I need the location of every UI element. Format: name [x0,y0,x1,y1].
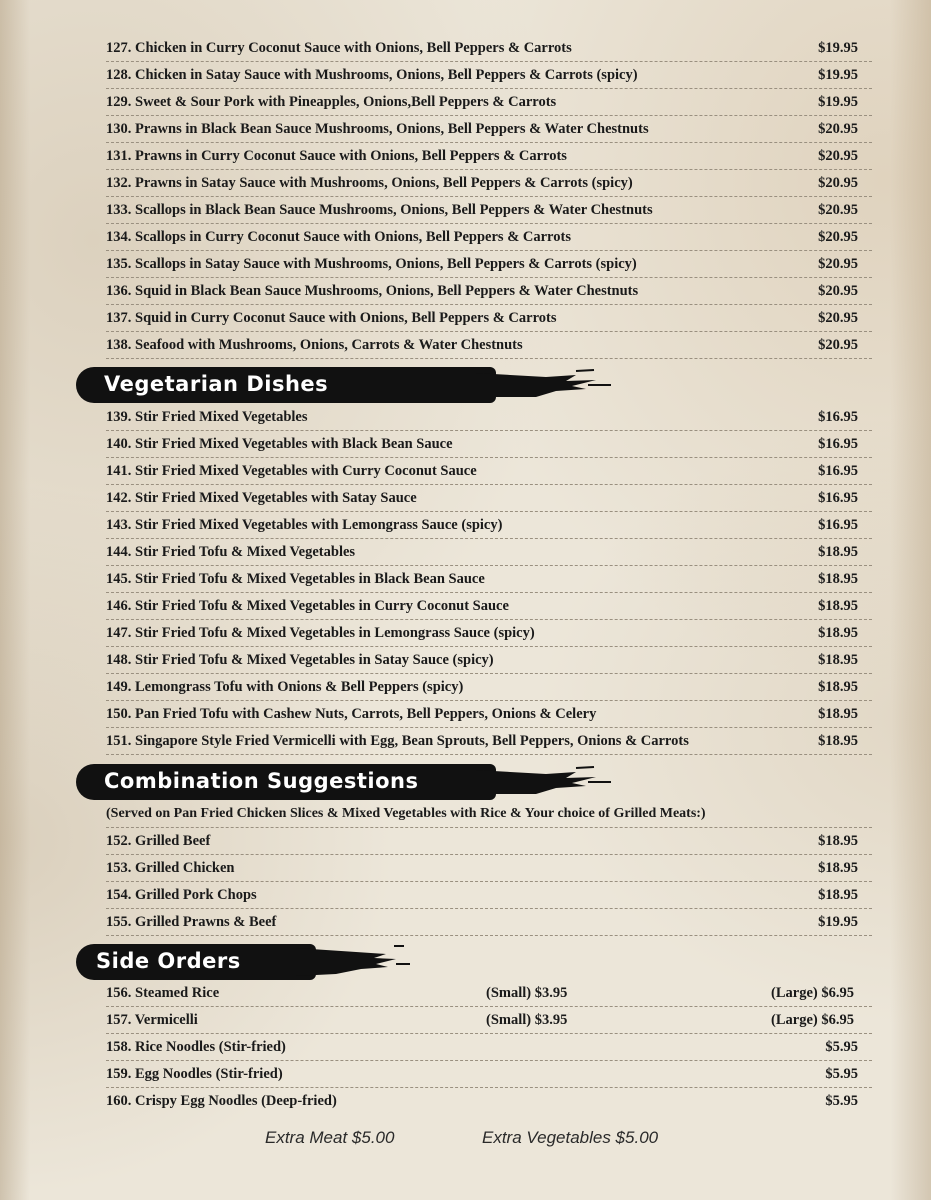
item-price: $18.95 [818,860,858,876]
item-name: 143. Stir Fried Mixed Vegetables with Lemongrass Sauce (spicy) [106,517,503,533]
item-price-small: (Small) $3.95 [486,1012,568,1028]
section-title: Vegetarian Dishes [104,372,329,396]
item-name: 152. Grilled Beef [106,833,211,849]
item-name: 148. Stir Fried Tofu & Mixed Vegetables in Satay Sauce (spicy) [106,652,494,668]
menu-item [106,882,872,909]
item-name: 153. Grilled Chicken [106,860,235,876]
item-name: 149. Lemongrass Tofu with Onions & Bell Peppers (spicy) [106,679,464,695]
item-price: $18.95 [818,679,858,695]
menu-item [106,855,872,882]
item-name: 137. Squid in Curry Coconut Sauce with Onions, Bell Peppers & Carrots [106,310,557,326]
item-name: 138. Seafood with Mushrooms, Onions, Carrots & Water Chestnuts [106,337,523,353]
item-price: $5.95 [825,1093,858,1109]
item-name: 136. Squid in Black Bean Sauce Mushrooms, Onions, Bell Peppers & Water Chestnuts [106,283,639,299]
item-name: 150. Pan Fried Tofu with Cashew Nuts, Carrots, Bell Peppers, Onions & Celery [106,706,597,722]
item-name: 129. Sweet & Sour Pork with Pineapples, Onions,Bell Peppers & Carrots [106,94,557,110]
menu-item [106,828,872,855]
section-title: Side Orders [96,949,241,973]
menu-item [106,1007,872,1034]
section-banner-vegetarian [76,367,616,403]
menu-item [106,593,872,620]
item-name: 133. Scallops in Black Bean Sauce Mushrooms, Onions, Bell Peppers & Water Chestnuts [106,202,653,218]
section-note [106,801,872,828]
extra-meat-note: Extra Meat $5.00 [265,1128,395,1147]
item-name: 147. Stir Fried Tofu & Mixed Vegetables in Lemongrass Sauce (spicy) [106,625,535,641]
item-name: 158. Rice Noodles (Stir-fried) [106,1039,286,1055]
item-price: $19.95 [818,67,858,83]
item-name: 151. Singapore Style Fried Vermicelli with Egg, Bean Sprouts, Bell Peppers, Onions & Carrots [106,733,689,749]
menu-item [106,305,872,332]
item-price: $16.95 [818,436,858,452]
item-price: $18.95 [818,625,858,641]
item-price: $16.95 [818,517,858,533]
item-price: $16.95 [818,490,858,506]
item-name: 131. Prawns in Curry Coconut Sauce with Onions, Bell Peppers & Carrots [106,148,567,164]
brush-tail-icon [296,944,416,980]
item-price: $20.95 [818,310,858,326]
item-name: 128. Chicken in Satay Sauce with Mushrooms, Onions, Bell Peppers & Carrots (spicy) [106,67,638,83]
item-name: 135. Scallops in Satay Sauce with Mushrooms, Onions, Bell Peppers & Carrots (spicy) [106,256,637,272]
menu-item [106,143,872,170]
item-name: 140. Stir Fried Mixed Vegetables with Black Bean Sauce [106,436,453,452]
item-price: $20.95 [818,121,858,137]
item-price: $18.95 [818,733,858,749]
item-price: $18.95 [818,544,858,560]
menu-item [106,116,872,143]
item-price: $18.95 [818,598,858,614]
menu-item [106,1061,872,1088]
note-text: (Served on Pan Fried Chicken Slices & Mixed Vegetables with Rice & Your choice of Grilled Meats:) [106,806,706,821]
menu-item [106,539,872,566]
item-price: $19.95 [818,40,858,56]
item-price-large: (Large) $6.95 [771,985,854,1001]
menu-item [106,909,872,936]
menu-item [106,728,872,755]
extra-vegetables-note: Extra Vegetables $5.00 [482,1128,659,1147]
menu-item [106,701,872,728]
item-price: $16.95 [818,409,858,425]
menu-item [106,62,872,89]
menu-item [106,1034,872,1061]
item-name: 159. Egg Noodles (Stir-fried) [106,1066,283,1082]
menu-item [106,980,872,1007]
menu-item [106,170,872,197]
item-price: $20.95 [818,337,858,353]
item-name: 160. Crispy Egg Noodles (Deep-fried) [106,1093,337,1109]
item-price-small: (Small) $3.95 [486,985,568,1001]
item-price: $5.95 [825,1039,858,1055]
menu-item [106,512,872,539]
menu-item [106,35,872,62]
item-name: 155. Grilled Prawns & Beef [106,914,277,930]
section-banner-combination [76,764,616,800]
item-price: $20.95 [818,202,858,218]
item-name: 127. Chicken in Curry Coconut Sauce with Onions, Bell Peppers & Carrots [106,40,572,56]
menu-item [106,251,872,278]
menu-item [106,1088,872,1115]
item-price: $18.95 [818,652,858,668]
item-price: $19.95 [818,914,858,930]
menu-item [106,485,872,512]
item-name: 142. Stir Fried Mixed Vegetables with Satay Sauce [106,490,417,506]
menu-item [106,458,872,485]
item-name: 157. Vermicelli [106,1012,198,1028]
item-name: 141. Stir Fried Mixed Vegetables with Curry Coconut Sauce [106,463,477,479]
item-price-large: (Large) $6.95 [771,1012,854,1028]
item-price: $18.95 [818,887,858,903]
item-name: 134. Scallops in Curry Coconut Sauce with Onions, Bell Peppers & Carrots [106,229,571,245]
item-price: $20.95 [818,175,858,191]
section-banner-side-orders [76,944,416,980]
menu-item [106,332,872,359]
item-price: $16.95 [818,463,858,479]
item-price: $18.95 [818,833,858,849]
item-name: 145. Stir Fried Tofu & Mixed Vegetables in Black Bean Sauce [106,571,485,587]
item-name: 130. Prawns in Black Bean Sauce Mushrooms, Onions, Bell Peppers & Water Chestnuts [106,121,649,137]
menu-item [106,647,872,674]
item-price: $19.95 [818,94,858,110]
menu-item [106,404,872,431]
menu-item [106,566,872,593]
brush-tail-icon [476,764,616,800]
item-price: $20.95 [818,148,858,164]
brush-tail-icon [476,367,616,403]
item-name: 154. Grilled Pork Chops [106,887,257,903]
section-title: Combination Suggestions [104,769,419,793]
item-name: 156. Steamed Rice [106,985,220,1001]
item-price: $5.95 [825,1066,858,1082]
menu-item [106,224,872,251]
menu-item [106,278,872,305]
item-price: $20.95 [818,283,858,299]
menu-item [106,89,872,116]
item-price: $18.95 [818,706,858,722]
menu-item [106,674,872,701]
item-price: $20.95 [818,256,858,272]
item-name: 132. Prawns in Satay Sauce with Mushrooms, Onions, Bell Peppers & Carrots (spicy) [106,175,633,191]
item-price: $20.95 [818,229,858,245]
menu-item [106,620,872,647]
item-name: 139. Stir Fried Mixed Vegetables [106,409,308,425]
item-name: 144. Stir Fried Tofu & Mixed Vegetables [106,544,356,560]
item-price: $18.95 [818,571,858,587]
item-name: 146. Stir Fried Tofu & Mixed Vegetables in Curry Coconut Sauce [106,598,509,614]
menu-item [106,431,872,458]
menu-item [106,197,872,224]
